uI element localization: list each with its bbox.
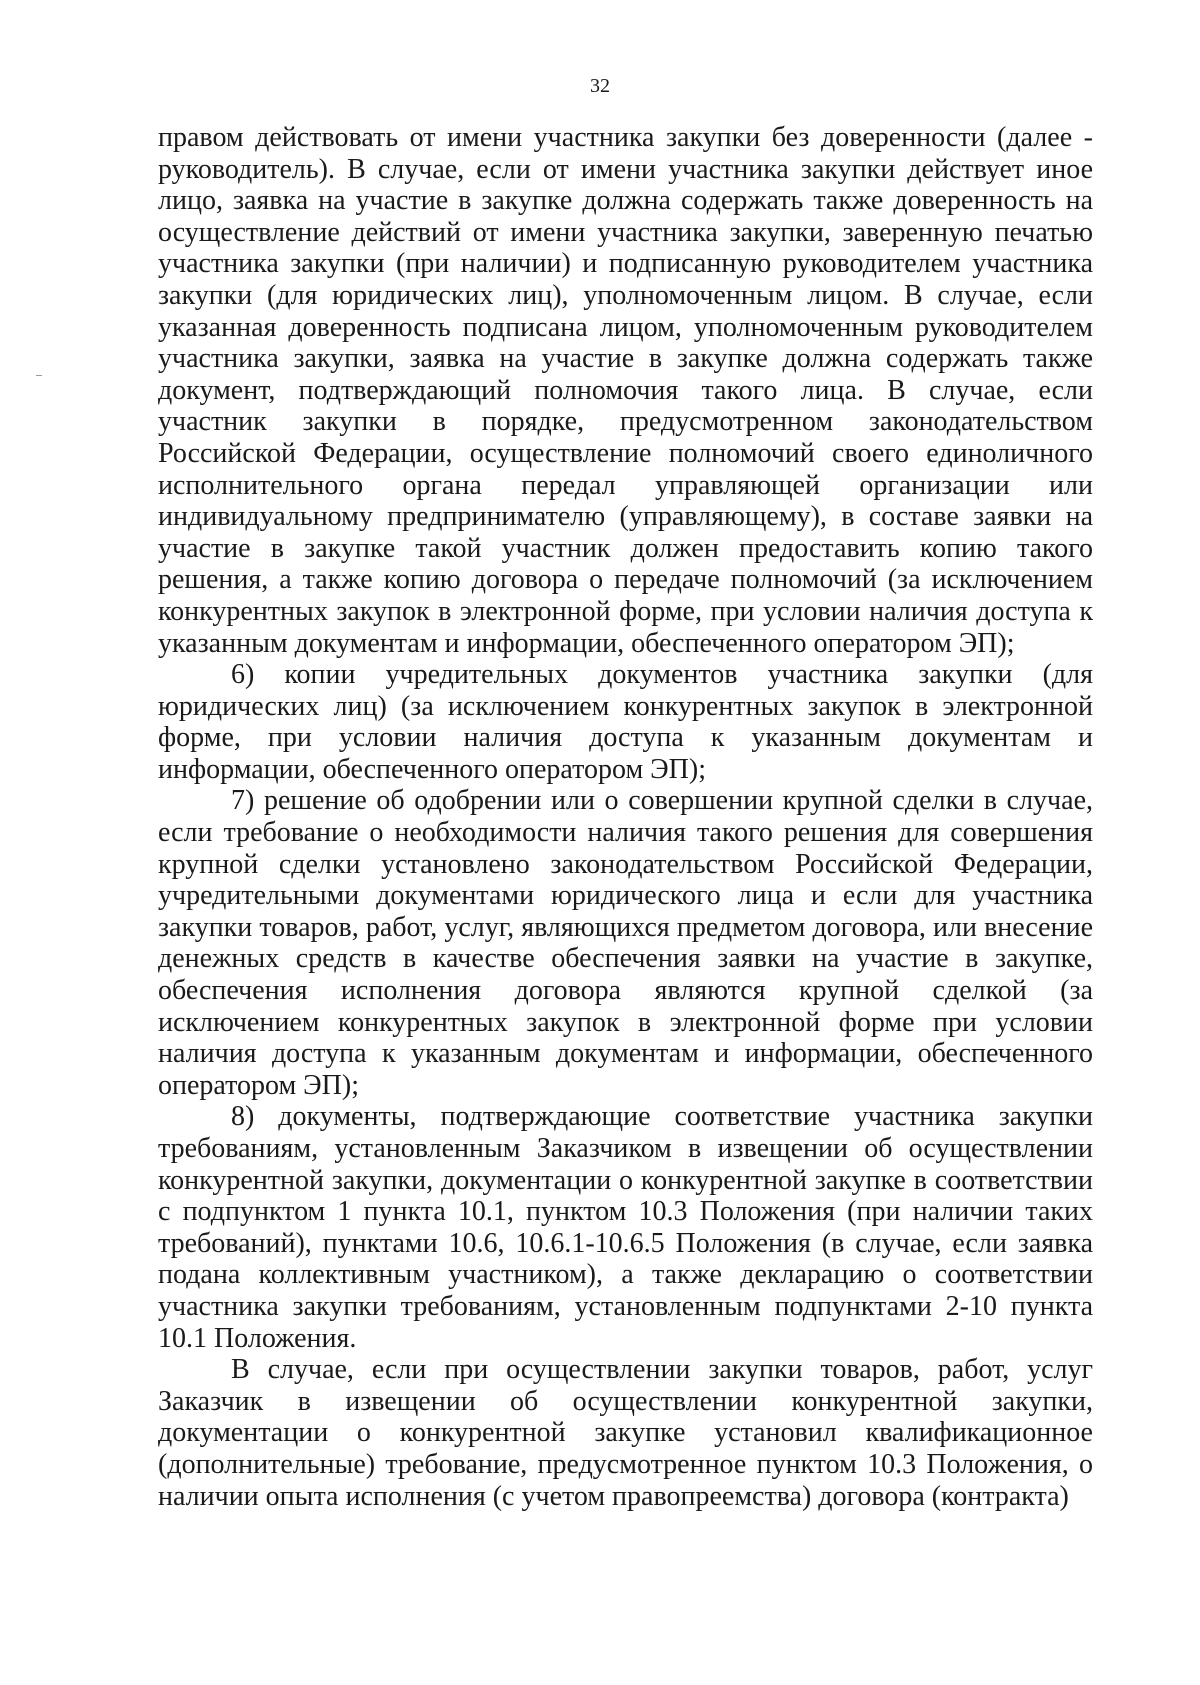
document-body	[158, 122, 1093, 1512]
paragraph-qualification: В случае, если при осуществлении закупки товаров, работ, услуг Заказчик в извещении об осуществлении конкурентной закупки, документации о конкурентной закупке установил квалификационное (дополнительные) требование, предусмотренное пунктом 10.3 Положения, о наличии опыта исполнения (с учетом правопреемства) договора (контракта)	[158, 1354, 1093, 1512]
margin-mark	[36, 375, 42, 376]
paragraph-continuation: правом действовать от имени участника закупки без доверенности (далее - руководитель). В случае, если от имени участника закупки действует иное лицо, заявка на участие в закупке должна содержать также доверенность на осуществление действий от имени участника закупки, заверенную печатью участника закупки (при наличии) и подписанную руководителем участника закупки (для юридических лиц), уполномоченным лицом. В случае, если указанная доверенность подписана лицом, уполномоченным руководителем участника закупки, заявка на участие в закупке должна содержать также документ, подтверждающий полномочия такого лица. В случае, если участник закупки в порядке, предусмотренном законодательством Российской Федерации, осуществление полномочий своего единоличного исполнительного органа передал управляющей организации или индивидуальному предпринимателю (управляющему), в составе заявки на участие в закупке такой участник должен предоставить копию такого решения, а также копию договора о передаче полномочий (за исключением конкурентных закупок в электронной форме, при условии наличия доступа к указанным документам и информации, обеспеченного оператором ЭП);	[158, 122, 1093, 659]
page-number: 32	[590, 75, 610, 97]
paragraph-item-7: 7) решение об одобрении или о совершении крупной сделки в случае, если требование о необходимости наличия такого решения для совершения крупной сделки установлено законодательством Российской Федерации, учредительными документами юридического лица и если для участника закупки товаров, работ, услуг, являющихся предметом договора, или внесение денежных средств в качестве обеспечения заявки на участие в закупке, обеспечения исполнения договора являются крупной сделкой (за исключением конкурентных закупок в электронной форме при условии наличия доступа к указанным документам и информации, обеспеченного оператором ЭП);	[158, 785, 1093, 1101]
paragraph-item-6: 6) копии учредительных документов участника закупки (для юридических лиц) (за исключением конкурентных закупок в электронной форме, при условии наличия доступа к указанным документам и информации, обеспеченного оператором ЭП);	[158, 659, 1093, 785]
paragraph-item-8: 8) документы, подтверждающие соответствие участника закупки требованиям, установленным Заказчиком в извещении об осуществлении конкурентной закупки, документации о конкурентной закупке в соответствии с подпунктом 1 пункта 10.1, пунктом 10.3 Положения (при наличии таких требований), пунктами 10.6, 10.6.1-10.6.5 Положения (в случае, если заявка подана коллективным участником), а также декларацию о соответствии участника закупки требованиям, установленным подпунктами 2-10 пункта 10.1 Положения.	[158, 1101, 1093, 1354]
